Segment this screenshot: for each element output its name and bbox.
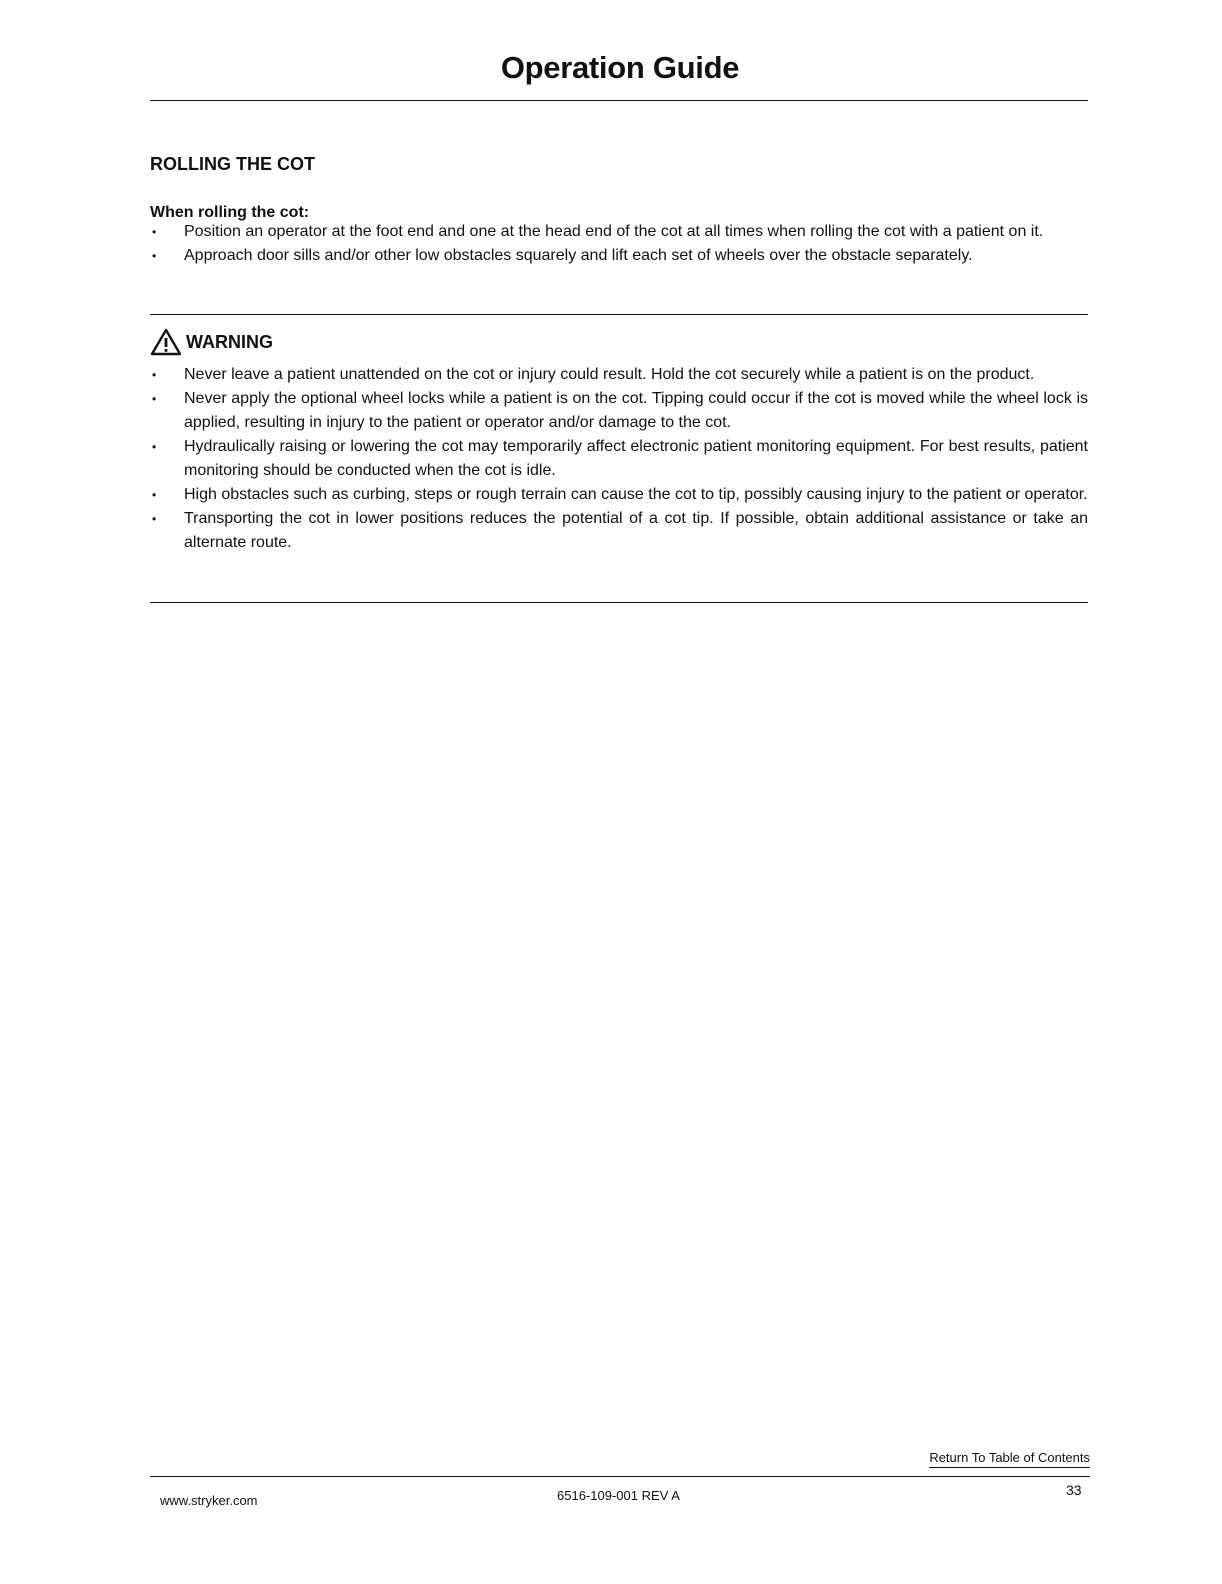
list-item-text: High obstacles such as curbing, steps or rough terrain can cause the cot to tip, possibly causing injury to the patient or operator. [184, 486, 1088, 503]
bullet-icon: • [152, 440, 157, 454]
list-item-text: Never apply the optional wheel locks while a patient is on the cot. Tipping could occur if the cot is moved while the wheel lock is applied, resulting in injury to the patient or operator and/or damage to the cot. [184, 390, 1088, 431]
title-rule [150, 100, 1088, 101]
list-item [150, 244, 1088, 268]
return-to-toc-link[interactable]: Return To Table of Contents [929, 1450, 1090, 1468]
footer-url: www.stryker.com [160, 1493, 258, 1508]
warning-triangle-icon [150, 328, 182, 356]
list-item [150, 507, 1088, 555]
bullet-icon: • [152, 392, 157, 406]
rolling-instructions-list [150, 220, 1088, 268]
bullet-icon: • [152, 488, 157, 502]
list-item [150, 435, 1088, 483]
bullet-icon: • [152, 249, 157, 263]
bullet-icon: • [152, 225, 157, 239]
list-item [150, 387, 1088, 435]
list-item-text: Approach door sills and/or other low obstacles squarely and lift each set of wheels over the obstacle separately. [184, 247, 973, 264]
warning-bottom-rule [150, 602, 1088, 603]
warning-list [150, 363, 1088, 555]
warning-label: WARNING [186, 331, 273, 352]
list-item-text: Position an operator at the foot end and one at the head end of the cot at all times when rolling the cot with a patient on it. [184, 223, 1044, 240]
list-item-text: Transporting the cot in lower positions reduces the potential of a cot tip. If possible, obtain additional assistance or take an alternate route. [184, 510, 1088, 551]
list-item [150, 363, 1088, 387]
bullet-icon: • [152, 368, 157, 382]
list-item [150, 220, 1088, 244]
warning-top-rule [150, 314, 1088, 315]
document-number: 6516-109-001 REV A [557, 1488, 680, 1503]
list-item [150, 483, 1088, 507]
page-number: 33 [1066, 1482, 1082, 1498]
warning-header [150, 328, 273, 356]
list-item-text: Hydraulically raising or lowering the cot may temporarily affect electronic patient monitoring equipment. For best results, patient monitoring should be conducted when the cot is idle. [184, 438, 1088, 479]
list-item-text: Never leave a patient unattended on the cot or injury could result. Hold the cot securely while a patient is on the product. [184, 366, 1035, 383]
page-title: Operation Guide [500, 50, 740, 85]
bullet-icon: • [152, 512, 157, 526]
footer-rule [150, 1476, 1090, 1477]
subheading: When rolling the cot: [150, 204, 310, 221]
section-heading: ROLLING THE COT [150, 154, 315, 174]
